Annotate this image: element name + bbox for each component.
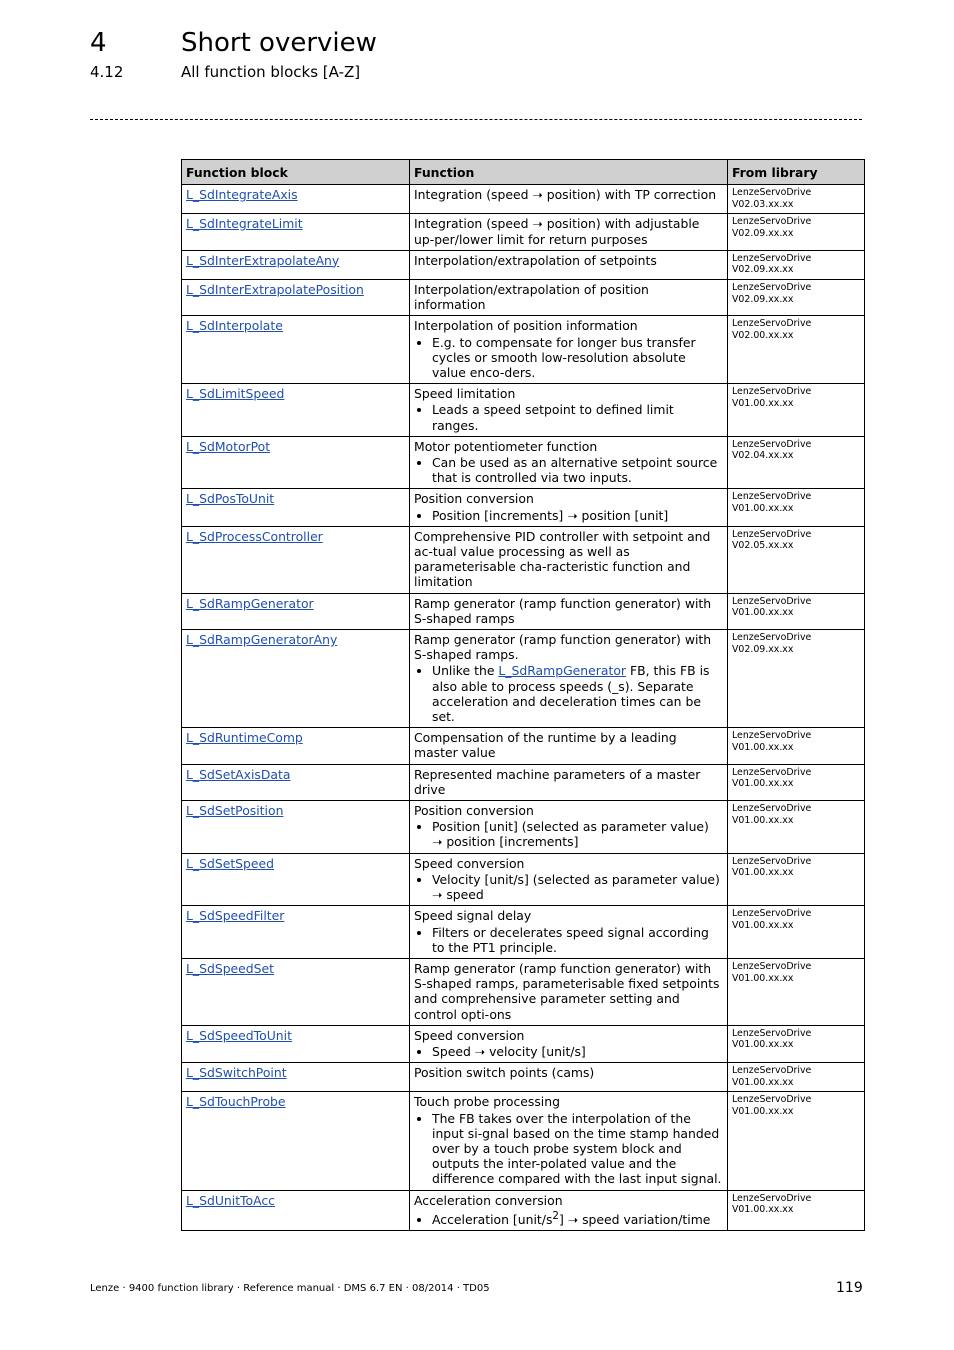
superscript-exponent: 2	[552, 1209, 559, 1222]
library-name: LenzeServoDrive	[732, 1065, 812, 1077]
library-name: LenzeServoDrive	[732, 1027, 812, 1039]
library-cell	[728, 1190, 865, 1231]
function-description: Speed conversion	[414, 1027, 525, 1043]
function-cell	[410, 185, 728, 214]
table-row	[182, 1025, 865, 1062]
function-block-link[interactable]: L_SdSetSpeed	[186, 855, 275, 871]
library-name: LenzeServoDrive	[732, 730, 812, 742]
bullet-item	[432, 663, 723, 724]
library-name: LenzeServoDrive	[732, 1094, 812, 1106]
function-block-cell	[182, 1063, 410, 1092]
function-description: Ramp generator (ramp function generator) with S-shaped ramps, parameterisable fixed setpoints and comprehensive parameter setting and control opti-ons	[414, 960, 720, 1022]
library-version: V01.00.xx.xx	[732, 397, 794, 409]
library-cell	[728, 316, 865, 384]
function-cell	[410, 436, 728, 489]
function-description: Ramp generator (ramp function generator) with S-shaped ramps	[414, 595, 712, 626]
function-block-cell	[182, 489, 410, 526]
function-block-cell	[182, 906, 410, 959]
function-block-cell	[182, 250, 410, 279]
function-description: Ramp generator (ramp function generator) with S-shaped ramps.	[414, 632, 712, 663]
library-version: V01.00.xx.xx	[732, 814, 794, 826]
library-cell	[728, 1025, 865, 1062]
library-name: LenzeServoDrive	[732, 438, 812, 450]
function-cell	[410, 728, 728, 764]
function-block-link[interactable]: L_SdRampGeneratorAny	[186, 632, 338, 648]
bullet-item: • The FB takes over the interpolation of the input si-gnal based on the time stamp handed over by a touch probe system block and outputs the inter-polated value and the difference compared with the last input signal.	[432, 1111, 723, 1187]
header-dashed-rule	[90, 119, 862, 120]
function-cell	[410, 764, 728, 800]
table-row	[182, 250, 865, 279]
function-block-cell	[182, 279, 410, 315]
function-description: Position conversion	[414, 491, 534, 507]
library-name: LenzeServoDrive	[732, 1192, 812, 1204]
function-block-cell	[182, 1025, 410, 1062]
library-name: LenzeServoDrive	[732, 528, 812, 540]
function-block-link[interactable]: L_SdProcessController	[186, 528, 323, 544]
function-cell	[410, 1063, 728, 1092]
function-cell	[410, 214, 728, 250]
library-cell	[728, 489, 865, 526]
bullet-item: • Filters or decelerates speed signal according to the PT1 principle.	[432, 925, 723, 955]
function-block-cell	[182, 526, 410, 593]
function-block-link[interactable]: L_SdSpeedFilter	[186, 908, 285, 924]
library-cell	[728, 1092, 865, 1190]
page-number: 119	[836, 1280, 863, 1296]
bullet-text: Unlike the	[432, 663, 499, 679]
function-block-link[interactable]: L_SdRuntimeComp	[186, 730, 303, 746]
footer-text: Lenze · 9400 function library · Reference manual · DMS 6.7 EN · 08/2014 · TD05	[90, 1283, 490, 1294]
library-cell	[728, 250, 865, 279]
function-block-cell	[182, 1190, 410, 1231]
function-description: Motor potentiometer function	[414, 438, 598, 454]
function-description: Integration (speed ➝ position) with TP correction	[414, 187, 717, 203]
table-row	[182, 958, 865, 1025]
column-header-from-library: From library	[728, 160, 865, 185]
library-cell	[728, 436, 865, 489]
function-block-table	[181, 159, 865, 1231]
library-version: V02.09.xx.xx	[732, 264, 794, 276]
function-block-cell	[182, 436, 410, 489]
column-header-function: Function	[410, 160, 728, 185]
library-version: V01.00.xx.xx	[732, 503, 794, 515]
chapter-number: 4	[90, 28, 107, 58]
library-cell	[728, 214, 865, 250]
chapter-title: Short overview	[181, 28, 377, 58]
column-header-function-block: Function block	[182, 160, 410, 185]
bullet-list	[414, 1209, 723, 1227]
function-description: Speed signal delay	[414, 908, 532, 924]
table-row	[182, 316, 865, 384]
function-cell	[410, 630, 728, 728]
bullet-list	[414, 925, 723, 955]
function-cell	[410, 384, 728, 437]
table-row	[182, 1190, 865, 1231]
function-cell	[410, 1092, 728, 1190]
table-row	[182, 593, 865, 629]
library-cell	[728, 384, 865, 437]
bullet-item: • Can be used as an alternative setpoint source that is controlled via two inputs.	[432, 455, 723, 485]
function-cell	[410, 593, 728, 629]
function-block-cell	[182, 214, 410, 250]
function-cell	[410, 958, 728, 1025]
table-row	[182, 728, 865, 764]
table-row	[182, 1063, 865, 1092]
function-block-cell	[182, 593, 410, 629]
library-version: V01.00.xx.xx	[732, 1039, 794, 1051]
function-cell	[410, 526, 728, 593]
function-description: Compensation of the runtime by a leading master value	[414, 730, 677, 761]
bullet-text: Acceleration [unit/s	[432, 1211, 553, 1227]
library-name: LenzeServoDrive	[732, 632, 812, 644]
library-version: V02.09.xx.xx	[732, 227, 794, 239]
function-block-link[interactable]: L_SdIntegrateLimit	[186, 216, 303, 232]
section-number: 4.12	[90, 63, 124, 81]
library-cell	[728, 526, 865, 593]
library-version: V02.00.xx.xx	[732, 329, 794, 341]
library-cell	[728, 906, 865, 959]
library-cell	[728, 958, 865, 1025]
bullet-list	[414, 455, 723, 485]
function-block-link[interactable]: L_SdSetPosition	[186, 803, 284, 819]
library-cell	[728, 764, 865, 800]
function-block-cell	[182, 728, 410, 764]
library-name: LenzeServoDrive	[732, 386, 812, 398]
function-block-link[interactable]: L_SdUnitToAcc	[186, 1192, 275, 1208]
function-cell	[410, 853, 728, 906]
library-name: LenzeServoDrive	[732, 281, 812, 293]
ramp-generator-inline-link[interactable]: L_SdRampGenerator	[498, 663, 627, 679]
bullet-item: • Speed ➝ velocity [unit/s]	[432, 1044, 723, 1059]
function-block-link[interactable]: L_SdSpeedSet	[186, 960, 275, 976]
library-version: V02.09.xx.xx	[732, 293, 794, 305]
function-block-link[interactable]: L_SdSpeedToUnit	[186, 1027, 292, 1043]
function-block-link[interactable]: L_SdPosToUnit	[186, 491, 275, 507]
function-block-cell	[182, 316, 410, 384]
library-name: LenzeServoDrive	[732, 187, 812, 199]
library-cell	[728, 185, 865, 214]
library-name: LenzeServoDrive	[732, 960, 812, 972]
library-cell	[728, 728, 865, 764]
function-description: Touch probe processing	[414, 1094, 560, 1110]
library-name: LenzeServoDrive	[732, 216, 812, 228]
function-block-link[interactable]: L_SdInterExtrapolateAny	[186, 252, 340, 268]
bullet-list	[414, 819, 723, 849]
library-version: V02.09.xx.xx	[732, 643, 794, 655]
library-version: V01.00.xx.xx	[732, 607, 794, 619]
bullet-list	[414, 1111, 723, 1187]
bullet-item: • Position [increments] ➝ position [unit]	[432, 508, 723, 523]
bullet-text: FB, this FB is also able to process speeds (_s). Separate acceleration and deceleration times can be set.	[432, 663, 710, 725]
function-cell	[410, 250, 728, 279]
table-row	[182, 384, 865, 437]
library-cell	[728, 593, 865, 629]
library-version: V02.03.xx.xx	[732, 198, 794, 210]
table-row	[182, 801, 865, 854]
function-description: Position switch points (cams)	[414, 1065, 595, 1081]
table-row	[182, 526, 865, 593]
table-row	[182, 764, 865, 800]
bullet-item: • E.g. to compensate for longer bus transfer cycles or smooth low-resolution absolute value enco-ders.	[432, 335, 723, 381]
function-block-link[interactable]: L_SdSetAxisData	[186, 766, 291, 782]
table-row	[182, 1092, 865, 1190]
library-name: LenzeServoDrive	[732, 318, 812, 330]
function-block-cell	[182, 630, 410, 728]
function-block-cell	[182, 853, 410, 906]
library-cell	[728, 801, 865, 854]
function-description: Interpolation/extrapolation of setpoints	[414, 252, 657, 268]
function-description: Interpolation/extrapolation of position information	[414, 281, 649, 313]
library-cell	[728, 630, 865, 728]
library-name: LenzeServoDrive	[732, 595, 812, 607]
function-block-link[interactable]: L_SdLimitSpeed	[186, 386, 285, 402]
library-name: LenzeServoDrive	[732, 803, 812, 815]
table-row	[182, 906, 865, 959]
library-version: V01.00.xx.xx	[732, 972, 794, 984]
bullet-list	[414, 872, 723, 902]
library-version: V01.00.xx.xx	[732, 1105, 794, 1117]
library-version: V01.00.xx.xx	[732, 1076, 794, 1088]
function-cell	[410, 906, 728, 959]
function-block-cell	[182, 185, 410, 214]
library-name: LenzeServoDrive	[732, 855, 812, 867]
function-description: Speed limitation	[414, 386, 516, 402]
library-name: LenzeServoDrive	[732, 252, 812, 264]
function-description: Acceleration conversion	[414, 1192, 563, 1208]
function-description: Interpolation of position information	[414, 318, 638, 334]
library-name: LenzeServoDrive	[732, 766, 812, 778]
bullet-item	[432, 1209, 723, 1227]
library-version: V01.00.xx.xx	[732, 778, 794, 790]
function-block-cell	[182, 801, 410, 854]
library-version: V02.04.xx.xx	[732, 450, 794, 462]
function-block-link[interactable]: L_SdRampGenerator	[186, 595, 314, 611]
bullet-list	[414, 335, 723, 381]
library-cell	[728, 1063, 865, 1092]
table-row	[182, 279, 865, 315]
function-block-link[interactable]: L_SdMotorPot	[186, 438, 271, 454]
bullet-item: • Velocity [unit/s] (selected as parameter value) ➝ speed	[432, 872, 723, 902]
library-version: V01.00.xx.xx	[732, 741, 794, 753]
function-description: Represented machine parameters of a master drive	[414, 766, 701, 797]
function-cell	[410, 1190, 728, 1231]
function-cell	[410, 279, 728, 315]
function-description: Position conversion	[414, 803, 534, 819]
function-description: Speed conversion	[414, 855, 525, 871]
table-row	[182, 436, 865, 489]
table-row	[182, 214, 865, 250]
bullet-list	[414, 663, 723, 724]
function-block-link[interactable]: L_SdSwitchPoint	[186, 1065, 287, 1081]
function-cell	[410, 489, 728, 526]
table-row	[182, 489, 865, 526]
bullet-list	[414, 1044, 723, 1059]
table-row	[182, 630, 865, 728]
function-cell	[410, 316, 728, 384]
library-name: LenzeServoDrive	[732, 908, 812, 920]
bullet-text: ] ➝ speed variation/time	[558, 1211, 711, 1227]
library-version: V01.00.xx.xx	[732, 867, 794, 879]
bullet-list	[414, 402, 723, 432]
table-row	[182, 853, 865, 906]
function-description: Comprehensive PID controller with setpoint and ac-tual value processing as well as parameterisable cha-racteristic function and limitation	[414, 528, 711, 590]
function-block-link[interactable]: L_SdTouchProbe	[186, 1094, 286, 1110]
section-title: All function blocks [A-Z]	[181, 63, 361, 81]
function-block-link[interactable]: L_SdInterExtrapolatePosition	[186, 281, 364, 297]
function-block-cell	[182, 764, 410, 800]
bullet-item: • Position [unit] (selected as parameter value) ➝ position [increments]	[432, 819, 723, 849]
function-description: Integration (speed ➝ position) with adjustable up-per/lower limit for return purposes	[414, 216, 700, 247]
function-cell	[410, 1025, 728, 1062]
library-version: V02.05.xx.xx	[732, 540, 794, 552]
function-block-cell	[182, 1092, 410, 1190]
library-version: V01.00.xx.xx	[732, 919, 794, 931]
function-block-cell	[182, 958, 410, 1025]
table-header-row	[182, 160, 865, 185]
library-name: LenzeServoDrive	[732, 491, 812, 503]
table-row	[182, 185, 865, 214]
function-block-link[interactable]: L_SdInterpolate	[186, 318, 283, 334]
bullet-item: • Leads a speed setpoint to defined limit ranges.	[432, 402, 723, 432]
library-version: V01.00.xx.xx	[732, 1204, 794, 1216]
bullet-list	[414, 508, 723, 523]
function-block-cell	[182, 384, 410, 437]
function-block-link[interactable]: L_SdIntegrateAxis	[186, 187, 298, 203]
library-cell	[728, 279, 865, 315]
library-cell	[728, 853, 865, 906]
function-cell	[410, 801, 728, 854]
